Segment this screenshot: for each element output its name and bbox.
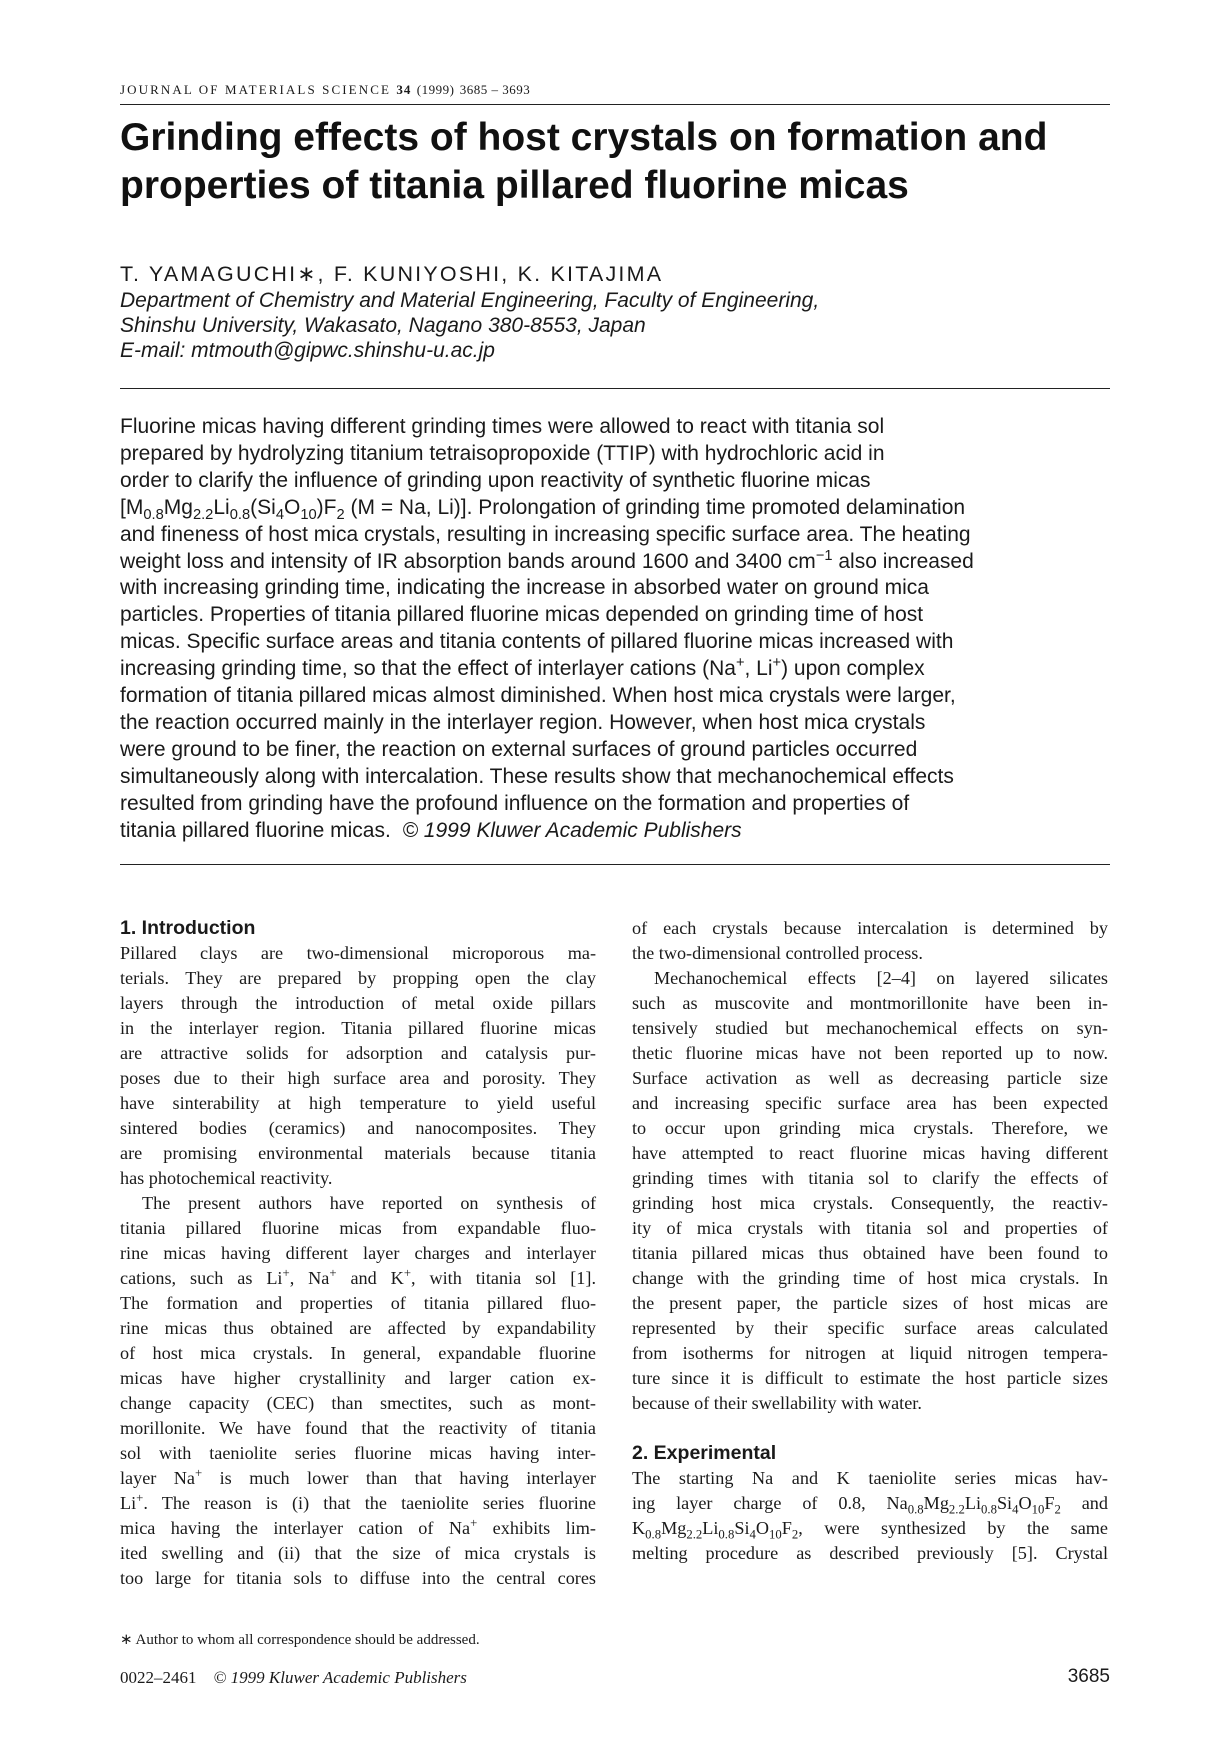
title-line-2: properties of titania pillared fluorine micas: [120, 164, 909, 207]
left-column: [120, 916, 596, 1591]
paragraph-line: has photochemical reactivity.: [120, 1168, 333, 1188]
paragraph-line: tensively studied but mechanochemical effects on syn-: [632, 1018, 1108, 1038]
spacer: [632, 1416, 1108, 1441]
abstract-line-formula: [$M_{0.8}Mg_{2.2}Li_{0.8}(Si_4O_{10})F_2$ (M = Na, Li)]. Prolongation of grinding time promoted delamination: [120, 495, 966, 523]
abstract-line: and fineness of host mica crystals, resulting in increasing specific surface area. The heating: [120, 522, 971, 546]
abstract-line: simultaneously along with intercalation. These results show that mechanochemical effects: [120, 764, 954, 788]
paragraph-line: rine micas thus obtained are affected by expandability: [120, 1318, 596, 1338]
abstract-bottom-rule: [120, 864, 1110, 865]
abstract-line: titania pillared fluorine micas. © 1999 Kluwer Academic Publishers: [120, 818, 742, 842]
paragraph: [632, 991, 1108, 1391]
section-heading-introduction: 1. Introduction: [120, 917, 256, 939]
paragraph-line: grinding host mica crystals. Consequently, the reactiv-: [632, 1193, 1108, 1213]
paragraph-line: and increasing specific surface area has been expected: [632, 1093, 1108, 1113]
article-title: [120, 114, 1120, 210]
running-head: [120, 82, 1110, 98]
paragraph-line: have attempted to react fluorine micas having different: [632, 1143, 1108, 1163]
paragraph-line: represented by their specific surface areas calculated: [632, 1318, 1108, 1338]
paragraph-line: the present paper, the particle sizes of host micas are: [632, 1293, 1108, 1313]
paragraph-line: Li+. The reason is (i) that the taeniolite series fluorine: [120, 1490, 596, 1513]
paragraph-line: The present authors have reported on synthesis of: [142, 1193, 596, 1213]
paragraph-line: grinding times with titania sol to clarify the effects of: [632, 1168, 1108, 1188]
abstract-line: with increasing grinding time, indicating the increase in absorbed water on ground mica: [120, 576, 929, 600]
paragraph-line: Pillared clays are two-dimensional microporous ma-: [120, 943, 596, 963]
paragraph-line: morillonite. We have found that the reactivity of titania: [120, 1418, 596, 1438]
abstract-line: the reaction occurred mainly in the interlayer region. However, when host mica crystals: [120, 710, 926, 734]
paragraph-line-formula: $K_{0.8}Mg_{2.2}Li_{0.8}Si_4O_{10}F_2$, were synthesized by the same: [632, 1518, 1108, 1542]
paragraph-line: layer Na+ is much lower than that having interlayer: [120, 1465, 596, 1488]
paragraph-line: rine micas having different layer charges and interlayer: [120, 1243, 596, 1263]
paragraph-line: mica having the interlayer cation of Na+ exhibits lim-: [120, 1515, 596, 1538]
right-column: [632, 916, 1108, 1566]
page-range: 3685 – 3693: [459, 82, 531, 97]
abstract-line: were ground to be finer, the reaction on external surfaces of ground particles occurred: [120, 737, 918, 761]
journal-name: JOURNAL OF MATERIALS SCIENCE: [120, 82, 392, 97]
paragraph-line: have sinterability at high temperature to yield useful: [120, 1093, 596, 1113]
abstract-line: Fluorine micas having different grinding times were allowed to react with titania sol: [120, 415, 885, 438]
volume-number: 34: [396, 82, 412, 97]
abstract-copyright: © 1999 Kluwer Academic Publishers: [402, 818, 742, 842]
footnote: ∗ Author to whom all correspondence should be addressed.: [120, 1632, 480, 1648]
page-number: 3685: [1067, 1666, 1110, 1687]
paragraph-line: cations, such as Li+, Na+ and K+, with titania sol [1].: [120, 1265, 597, 1288]
paragraph-line: titania pillared fluorine micas from expandable fluo-: [120, 1218, 596, 1238]
paragraph: [120, 1291, 596, 1466]
paragraph: [632, 916, 1108, 941]
affiliation-line: Department of Chemistry and Material Engineering, Faculty of Engineering,: [120, 289, 820, 312]
paragraph-line-formula: ing layer charge of 0.8, $Na_{0.8}Mg_{2.2}Li_{0.8}Si_4O_{10}F_2$ and: [632, 1493, 1108, 1517]
paragraph-line: because of their swellability with water.: [632, 1393, 922, 1413]
paragraph-line: sol with taeniolite series fluorine micas having inter-: [120, 1443, 596, 1463]
footer-left: [120, 1668, 467, 1688]
paragraph-line: sintered bodies (ceramics) and nanocomposites. They: [120, 1118, 596, 1138]
paragraph-line: in the interlayer region. Titania pillared fluorine micas: [120, 1018, 596, 1038]
abstract-line: increasing grinding time, so that the effect of interlayer cations (Na+, Li+) upon complex: [120, 655, 925, 681]
paragraph-line: thetic fluorine micas have not been reported up to now.: [632, 1043, 1108, 1063]
abstract-line: resulted from grinding have the profound influence on the formation and properties of: [120, 791, 910, 815]
paragraph-line: terials. They are prepared by propping open the clay: [120, 968, 596, 988]
paragraph-line: of host mica crystals. In general, expandable fluorine: [120, 1343, 596, 1363]
paragraph-line: poses due to their high surface area and porosity. They: [120, 1068, 596, 1088]
abstract: [120, 414, 1110, 845]
email-address[interactable]: E-mail: mtmouth@gipwc.shinshu-u.ac.jp: [120, 339, 495, 362]
abstract-line: micas. Specific surface areas and titania contents of pillared fluorine micas increased with: [120, 630, 954, 654]
affiliation: [120, 288, 1080, 363]
section-heading-experimental: 2. Experimental: [632, 1442, 777, 1464]
footer-publisher: © 1999 Kluwer Academic Publishers: [213, 1668, 467, 1687]
paragraph-line: The formation and properties of titania pillared fluo-: [120, 1293, 596, 1313]
abstract-line: formation of titania pillared micas almost diminished. When host mica crystals were larger,: [120, 684, 956, 708]
paragraph-line: melting procedure as described previously [5]. Crystal: [632, 1543, 1108, 1563]
paragraph-line: change capacity (CEC) than smectites, such as mont-: [120, 1393, 596, 1413]
paragraph-line: change with the grinding time of host mica crystals. In: [632, 1268, 1108, 1288]
paragraph-line: Surface activation as well as decreasing particle size: [632, 1068, 1108, 1088]
paragraph-line: from isotherms for nitrogen at liquid nitrogen tempera-: [632, 1343, 1108, 1363]
paragraph-line: ity of mica crystals with titania sol and properties of: [632, 1218, 1108, 1238]
abstract-line: order to clarify the influence of grinding upon reactivity of synthetic fluorine micas: [120, 468, 871, 492]
author-list: T. YAMAGUCHI∗, F. KUNIYOSHI, K. KITAJIMA: [120, 262, 664, 286]
paragraph-line: to occur upon grinding mica crystals. Therefore, we: [632, 1118, 1108, 1138]
issn: 0022–2461: [120, 1668, 197, 1687]
paragraph-line: The starting Na and K taeniolite series micas hav-: [632, 1468, 1108, 1488]
paragraph-line: are promising environmental materials because titania: [120, 1143, 596, 1163]
abstract-top-rule: [120, 388, 1110, 389]
paragraph-line: the two-dimensional controlled process.: [632, 943, 923, 963]
abstract-line: particles. Properties of titania pillared fluorine micas depended on grinding time of host: [120, 603, 924, 627]
paragraph-line: ture since it is difficult to estimate the host particle sizes: [632, 1368, 1108, 1388]
title-line-1: Grinding effects of host crystals on formation and: [120, 116, 1048, 159]
year: (1999): [416, 82, 455, 97]
header-rule: [120, 104, 1110, 105]
paragraph-line: of each crystals because intercalation is determined by: [632, 918, 1108, 938]
paragraph: [120, 1541, 596, 1591]
paragraph-line: titania pillared micas thus obtained have been found to: [632, 1243, 1108, 1263]
paragraph-line: micas have higher crystallinity and larger cation ex-: [120, 1368, 596, 1388]
paragraph-line: layers through the introduction of metal oxide pillars: [120, 993, 596, 1013]
paragraph-line: ited swelling and (ii) that the size of mica crystals is: [120, 1543, 596, 1563]
paragraph-line: are attractive solids for adsorption and catalysis pur-: [120, 1043, 596, 1063]
paragraph: [120, 941, 596, 1166]
paragraph-line: such as muscovite and montmorillonite have been in-: [632, 993, 1108, 1013]
abstract-line: weight loss and intensity of IR absorption bands around 1600 and 3400 $cm^{-1}$ also increased: [120, 547, 974, 573]
abstract-line: prepared by hydrolyzing titanium tetraisopropoxide (TTIP) with hydrochloric acid in: [120, 441, 885, 465]
affiliation-line: Shinshu University, Wakasato, Nagano 380-8553, Japan: [120, 314, 646, 337]
paragraph-line: Mechanochemical effects [2–4] on layered silicates: [654, 968, 1108, 988]
paragraph-line: too large for titania sols to diffuse into the central cores: [120, 1568, 596, 1588]
